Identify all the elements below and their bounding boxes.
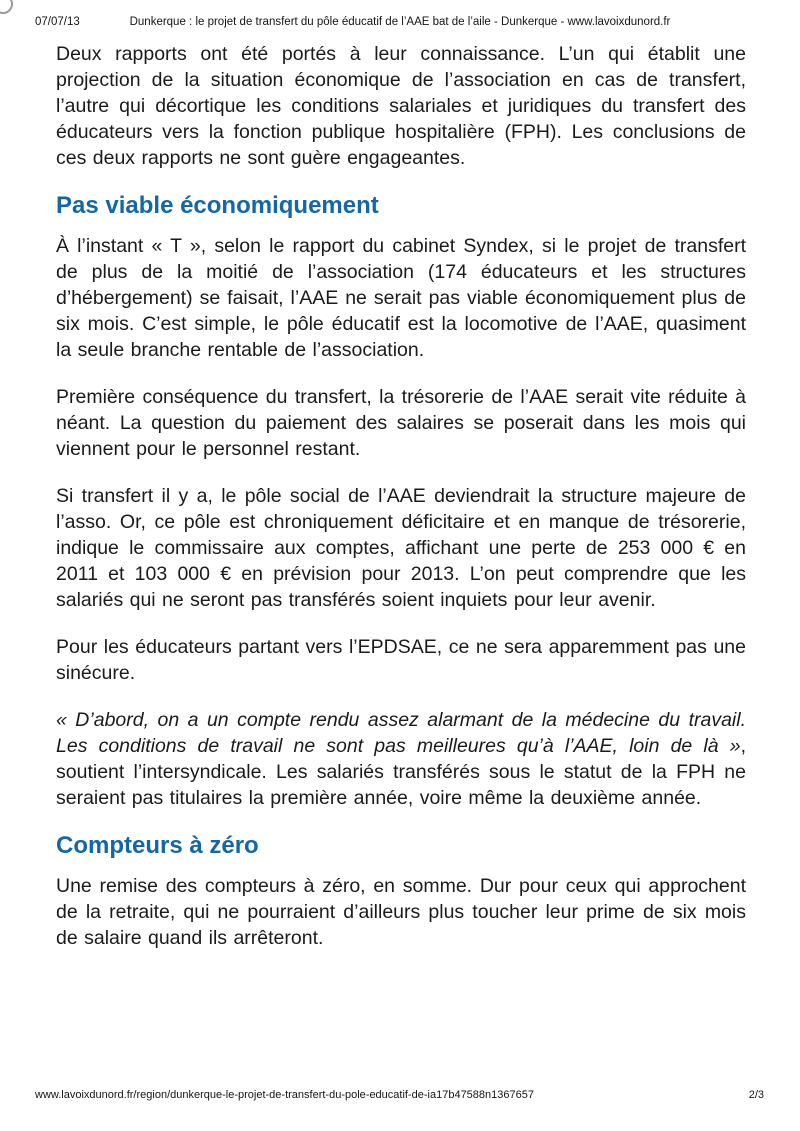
footer-source-url: www.lavoixdunord.fr/region/dunkerque-le-projet-de-transfert-du-pole-educatif-de-ia17b47588n1367657 — [35, 1089, 534, 1101]
quote-italic-text: « D’abord, on a un compte rendu assez alarmant de la médecine du travail. Les conditions de travail ne sont pas meilleures qu’à l’AAE, loin de là » — [56, 709, 746, 757]
print-header — [0, 15, 800, 31]
paragraph: Une remise des compteurs à zéro, en somme. Dur pour ceux qui approchent de la retraite, qui ne pourraient d’ailleurs plus toucher leur prime de six mois de salaire quand ils arrêteront. — [56, 875, 746, 949]
quote-paragraph — [56, 707, 746, 811]
section-heading-compteurs: Compteurs à zéro — [56, 832, 259, 859]
paragraph: Première conséquence du transfert, la trésorerie de l’AAE serait vite réduite à néant. La question du paiement des salaires se poserait dans les mois qui viennent pour le personnel restant. — [56, 386, 746, 460]
footer-page-number: 2/3 — [748, 1089, 764, 1101]
quote-attribution-text: , soutient l’intersyndicale. Les salariés transférés sous le statut de la FPH ne seraient pas titulaires la première année, voire même la deuxième année. — [56, 735, 746, 809]
paragraph: Si transfert il y a, le pôle social de l’AAE deviendrait la structure majeure de l’asso. Or, ce pôle est chroniquement déficitaire et en manque de trésorerie, indique le commissaire aux comptes, affichant une perte de 253 000 € en 2011 et 103 000 € en prévision pour 2013. L’on peut comprendre que les salariés qui ne seront pas transférés soient inquiets pour leur avenir. — [56, 485, 746, 611]
section-heading-pas-viable: Pas viable économiquement — [56, 192, 379, 219]
scan-corner-artifact — [0, 0, 13, 14]
print-footer — [0, 1089, 800, 1103]
paragraph: Pour les éducateurs partant vers l’EPDSAE, ce ne sera apparemment pas une sinécure. — [56, 636, 746, 684]
intro-paragraph: Deux rapports ont été portés à leur connaissance. L’un qui établit une projection de la situation économique de l’association en cas de transfert, l’autre qui décortique les conditions salariales et juridiques du transfert des éducateurs vers la fonction publique hospitalière (FPH). Les conclusions de ces deux rapports ne sont guère engageantes. — [56, 43, 746, 169]
paragraph: À l’instant « T », selon le rapport du cabinet Syndex, si le projet de transfert de plus de la moitié de l’association (174 éducateurs et les structures d’hébergement) se faisait, l’AAE ne serait pas viable économiquement plus de six mois. C’est simple, le pôle éducatif est la locomotive de l’AAE, quasiment la seule branche rentable de l’association. — [56, 235, 746, 361]
article-body — [56, 41, 746, 972]
print-page-title: Dunkerque : le projet de transfert du pôle éducatif de l’AAE bat de l’aile - Dunkerque - www.lavoixdunord.fr — [129, 16, 671, 28]
print-date: 07/07/13 — [35, 16, 80, 28]
